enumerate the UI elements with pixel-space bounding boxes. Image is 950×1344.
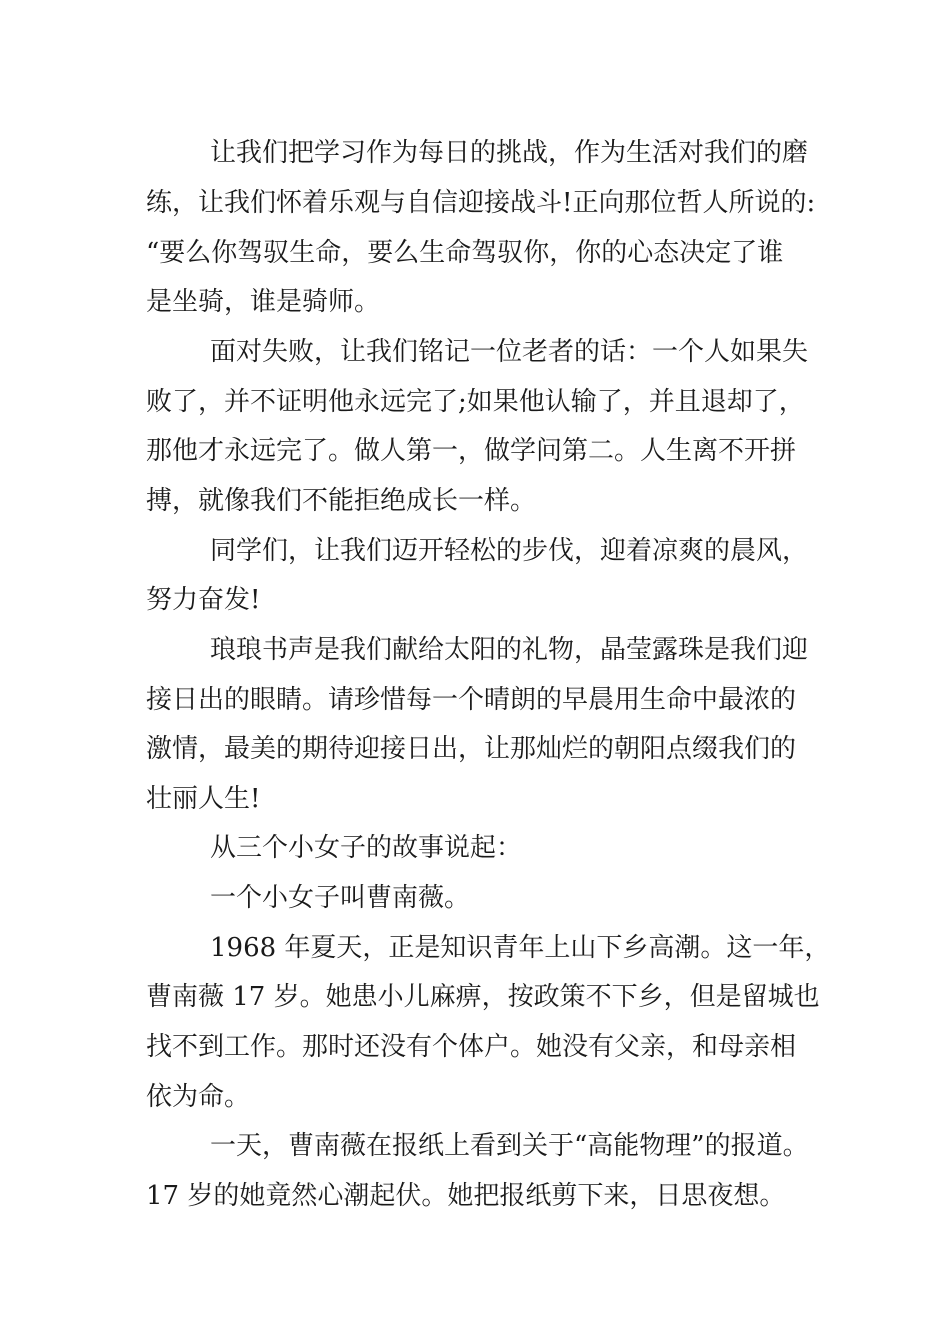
paragraph-line: 努力奋发!	[146, 585, 261, 615]
paragraph-line: 同学们，让我们迈开轻松的步伐，迎着凉爽的晨风，	[210, 536, 809, 566]
paragraph-line: 1968 年夏天，正是知识青年上山下乡高潮。这一年，	[210, 933, 831, 963]
paragraph-line: 那他才永远完了。做人第一，做学问第二。人生离不开拼	[146, 436, 797, 466]
paragraph-line: 17 岁的她竟然心潮起伏。她把报纸剪下来，日思夜想。	[146, 1181, 786, 1211]
paragraph-line: 激情，最美的期待迎接日出，让那灿烂的朝阳点缀我们的	[146, 734, 797, 764]
paragraph-line: 依为命。	[146, 1082, 251, 1112]
paragraph-line: 一天，曹南薇在报纸上看到关于“高能物理”的报道。	[210, 1131, 809, 1161]
paragraph-line: 琅琅书声是我们献给太阳的礼物，晶莹露珠是我们迎	[210, 635, 809, 665]
paragraph-line: 面对失败，让我们铭记一位老者的话：一个人如果失	[210, 337, 809, 367]
paragraph-line: 是坐骑，谁是骑师。	[146, 287, 381, 317]
paragraph-line: 从三个小女子的故事说起：	[210, 833, 523, 863]
paragraph-line: 让我们把学习作为每日的挑战，作为生活对我们的磨	[210, 138, 809, 168]
paragraph-line: 败了，并不证明他永远完了;如果他认输了，并且退却了，	[146, 387, 805, 417]
paragraph-line: 练，让我们怀着乐观与自信迎接战斗!正向那位哲人所说的:	[146, 188, 816, 218]
paragraph-line: 找不到工作。那时还没有个体户。她没有父亲，和母亲相	[146, 1032, 797, 1062]
paragraph-line: 曹南薇 17 岁。她患小儿麻痹，按政策不下乡，但是留城也	[146, 982, 820, 1012]
paragraph-line: 壮丽人生!	[146, 784, 261, 814]
paragraph-line: 搏，就像我们不能拒绝成长一样。	[146, 486, 537, 516]
paragraph-line: 一个小女子叫曹南薇。	[210, 883, 471, 913]
paragraph-line: “要么你驾驭生命，要么生命驾驭你，你的心态决定了谁	[146, 238, 784, 268]
paragraph-line: 接日出的眼睛。请珍惜每一个晴朗的早晨用生命中最浓的	[146, 685, 797, 715]
